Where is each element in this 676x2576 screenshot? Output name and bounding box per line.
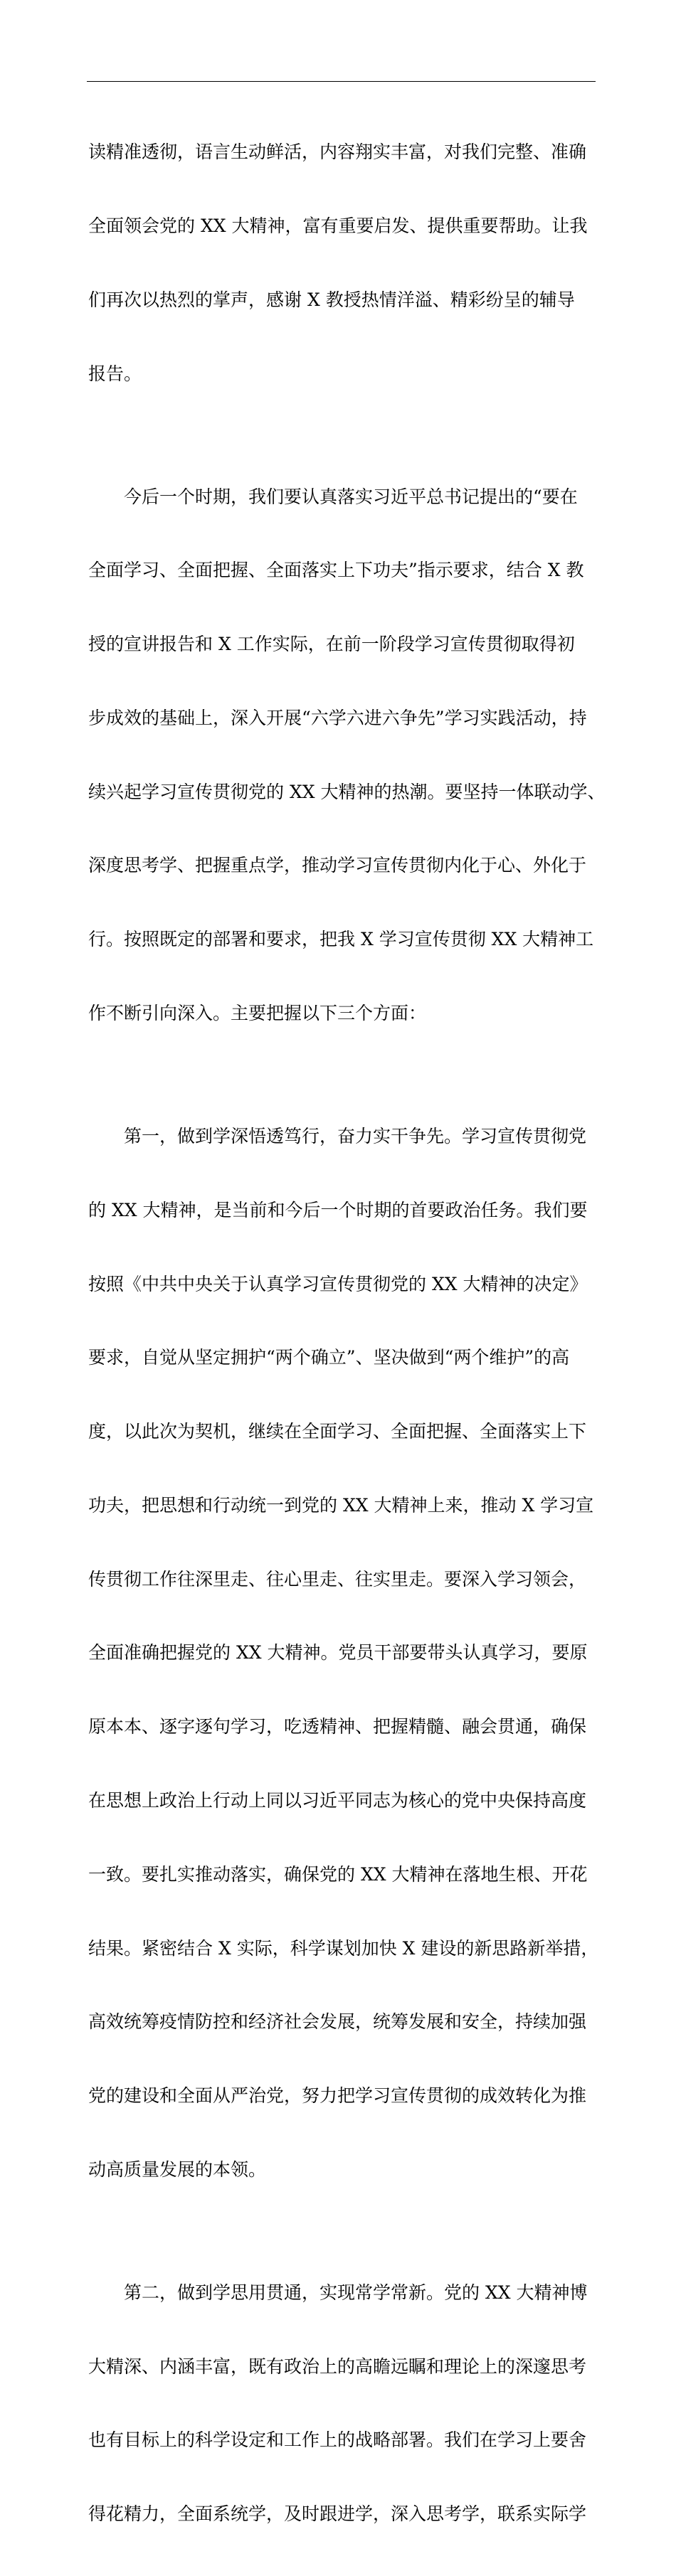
text-line: 一致。要扎实推动落实，确保党的 XX 大精神在落地生根、开花 [88, 1863, 588, 1885]
text-line: 按照《中共中央关于认真学习宣传贯彻党的 XX 大精神的决定》 [88, 1273, 588, 1294]
text-line: 动高质量发展的本领。 [88, 2159, 267, 2180]
text-line: 高效统筹疫情防控和经济社会发展，统筹发展和安全，持续加强 [88, 2011, 587, 2033]
paragraph-future-period [88, 435, 611, 1075]
text-line: 也有目标上的科学设定和工作上的战略部署。我们在学习上要舍 [88, 2429, 587, 2451]
text-line: 深度思考学、把握重点学，推动学习宣传贯彻内化于心、外化于 [88, 855, 587, 876]
text-line: 授的宣讲报告和 X 工作实际，在前一阶段学习宣传贯彻取得初 [88, 634, 575, 655]
text-line: 第二，做到学思用贯通，实现常学常新。党的 XX 大精神博 [88, 2282, 588, 2303]
text-line: 步成效的基础上，深入开展“六学六进六争先”学习实践活动，持 [88, 707, 587, 728]
text-line: 功夫，把思想和行动统一到党的 XX 大精神上来，推动 X 学习宣 [88, 1494, 594, 1516]
text-line: 续兴起学习宣传贯彻党的 XX 大精神的热潮。要坚持一体联动学、 [88, 781, 606, 802]
paragraph-point-one [88, 1075, 611, 2232]
header-rule [87, 81, 596, 82]
text-line: 得花精力，全面系统学，及时跟进学，深入思考学，联系实际学 [88, 2503, 587, 2525]
text-line: 今后一个时期，我们要认真落实习近平总书记提出的“要在 [88, 486, 578, 507]
text-line: 原本本、逐字逐句学习，吃透精神、把握精髓、融会贯通，确保 [88, 1716, 587, 1737]
text-line: 报告。 [88, 363, 142, 384]
text-line: 行。按照既定的部署和要求，把我 X 学习宣传贯彻 XX 大精神工 [88, 929, 594, 950]
text-line: 要求，自觉从坚定拥护“两个确立”、坚决做到“两个维护”的高 [88, 1347, 570, 1368]
text-line: 们再次以热烈的掌声，感谢 X 教授热情洋溢、精彩纷呈的辅导 [88, 289, 575, 310]
paragraph-closing-remarks [88, 91, 611, 435]
text-line: 大精深、内涵丰富，既有政治上的高瞻远瞩和理论上的深邃思考 [88, 2356, 587, 2377]
text-line: 全面领会党的 XX 大精神，富有重要启发、提供重要帮助。让我 [88, 215, 588, 236]
text-line: 第一，做到学深悟透笃行，奋力实干争先。学习宣传贯彻党 [88, 1125, 587, 1146]
text-line: 传贯彻工作往深里走、往心里走、往实里走。要深入学习领会， [88, 1568, 587, 1590]
text-line: 度，以此次为契机，继续在全面学习、全面把握、全面落实上下 [88, 1421, 587, 1442]
text-line: 在思想上政治上行动上同以习近平同志为核心的党中央保持高度 [88, 1789, 587, 1811]
text-line: 的 XX 大精神，是当前和今后一个时期的首要政治任务。我们要 [88, 1199, 588, 1220]
text-line: 全面准确把握党的 XX 大精神。党员干部要带头认真学习，要原 [88, 1642, 588, 1664]
text-line: 结果。紧密结合 X 实际，科学谋划加快 X 建设的新思路新举措， [88, 1937, 599, 1959]
paragraph-point-two [88, 2232, 611, 2576]
text-line: 全面学习、全面把握、全面落实上下功夫”指示要求，结合 X 教 [88, 560, 584, 581]
text-line: 作不断引向深入。主要把握以下三个方面： [88, 1002, 427, 1023]
document-body [88, 91, 611, 2576]
text-line: 党的建设和全面从严治党，努力把学习宣传贯彻的成效转化为推 [88, 2085, 587, 2107]
text-line: 读精准透彻，语言生动鲜活，内容翔实丰富，对我们完整、准确 [88, 142, 587, 163]
